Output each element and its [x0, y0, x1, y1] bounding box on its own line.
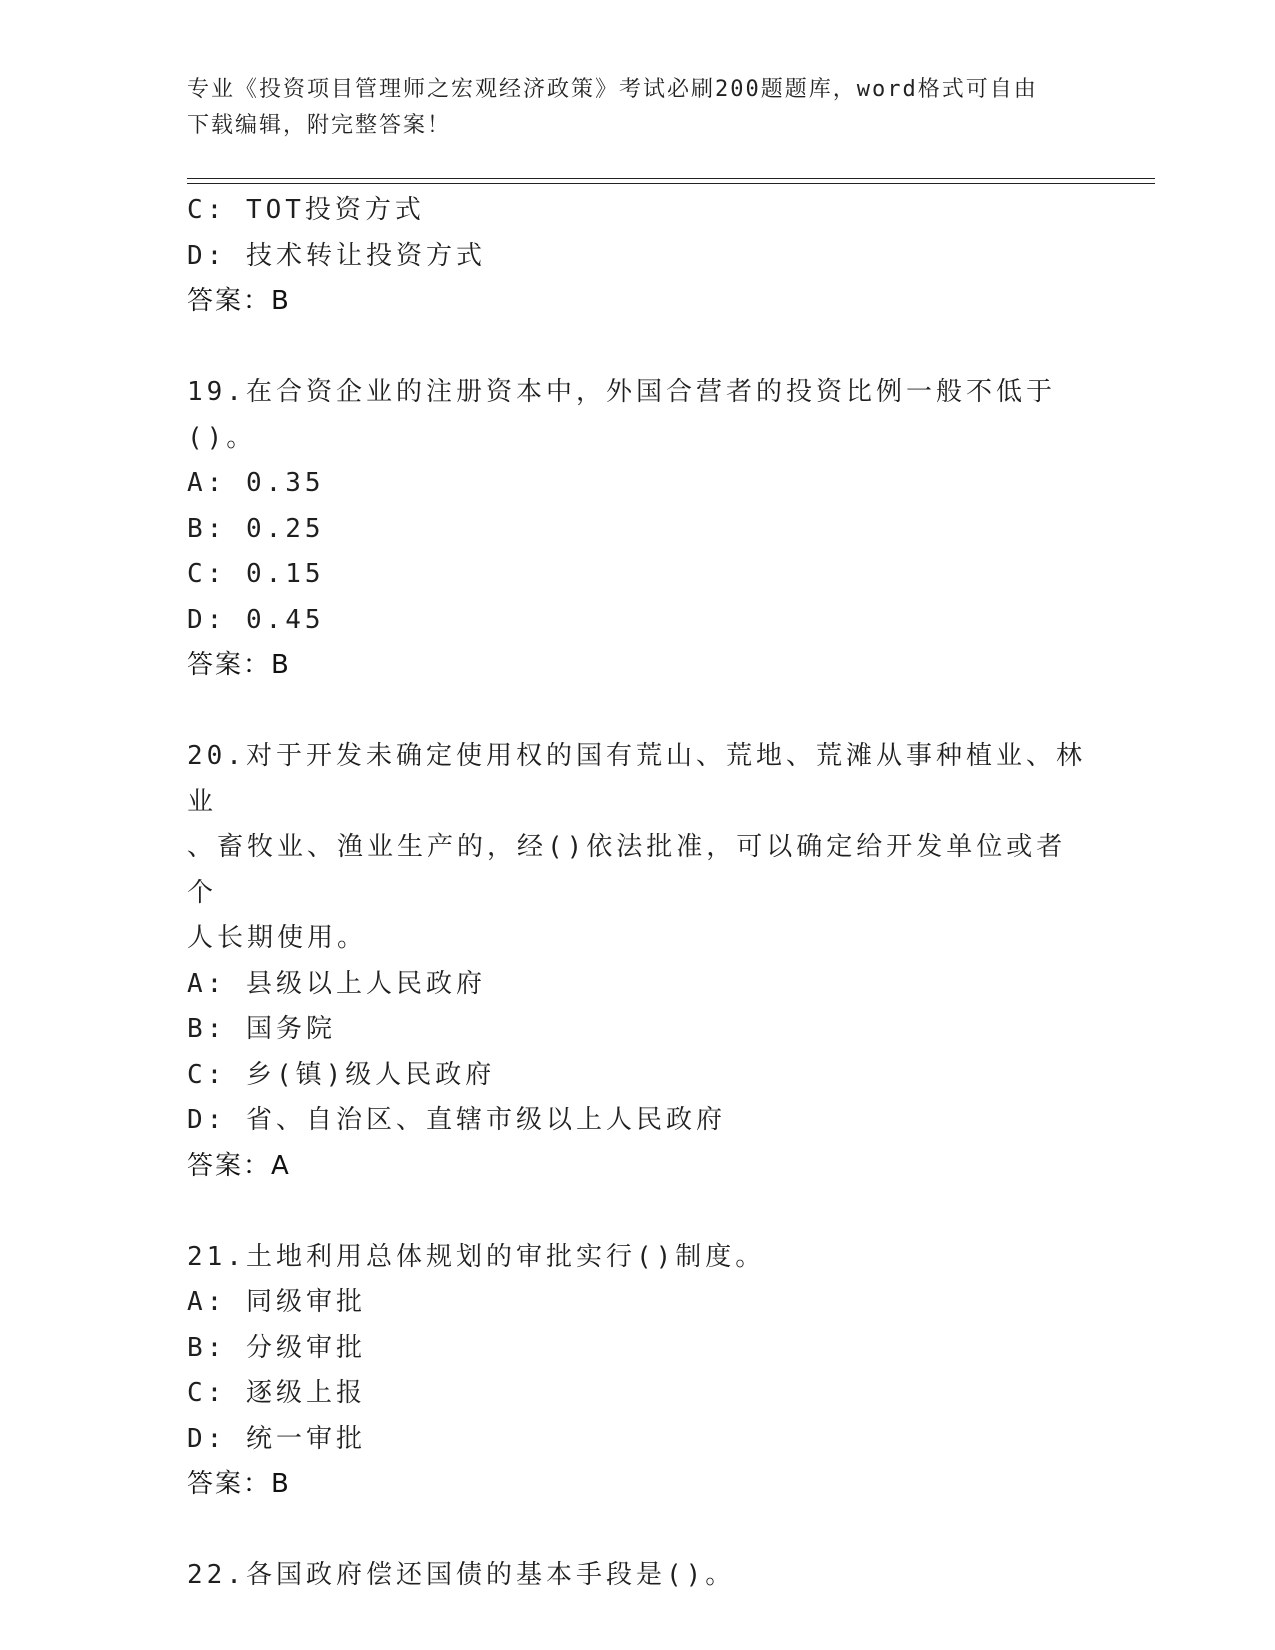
question-block	[187, 734, 1087, 1189]
question-stem: 22.各国政府偿还国债的基本手段是()。	[187, 1560, 736, 1590]
question-stem: 21.土地利用总体规划的审批实行()制度。	[187, 1241, 766, 1272]
option: D: 统一审批	[187, 1423, 366, 1454]
header-line: 专业《投资项目管理师之宏观经济政策》考试必刷200题题库，word格式可自由	[187, 77, 1038, 102]
header-divider	[187, 183, 1155, 184]
question-list	[187, 188, 1087, 1599]
header-line: 下载编辑，附完整答案！	[187, 113, 452, 138]
option: C: 乡(镇)级人民政府	[187, 1059, 496, 1090]
question-block	[187, 1553, 1087, 1599]
question-stem: 、畜牧业、渔业生产的，经()依法批准，可以确定给开发单位或者个	[187, 832, 1067, 908]
option: B: 国务院	[187, 1014, 336, 1044]
option: C: 0.15	[187, 559, 325, 589]
spacer	[187, 689, 1087, 735]
question-stem: 人长期使用。	[187, 923, 368, 953]
header-divider	[187, 178, 1155, 179]
question-block	[187, 370, 1087, 689]
spacer	[187, 1508, 1087, 1554]
answer: 答案：B	[187, 286, 291, 316]
answer: 答案：A	[187, 1150, 291, 1181]
question-stem: 19.在合资企业的注册资本中，外国合营者的投资比例一般不低于()。	[187, 377, 1056, 453]
option: C: 逐级上报	[187, 1378, 366, 1408]
option: B: 0.25	[187, 513, 325, 544]
spacer	[187, 1189, 1087, 1235]
option: A: 0.35	[187, 468, 325, 498]
option: D: 0.45	[187, 604, 325, 635]
document-header	[187, 72, 1087, 144]
option: D: 技术转让投资方式	[187, 240, 486, 271]
option: D: 省、自治区、直辖市级以上人民政府	[187, 1105, 726, 1135]
question-block	[187, 188, 1087, 325]
answer: 答案：B	[187, 650, 291, 680]
answer: 答案：B	[187, 1469, 291, 1499]
question-block	[187, 1235, 1087, 1508]
question-stem: 20.对于开发未确定使用权的国有荒山、荒地、荒滩从事种植业、林业	[187, 741, 1086, 817]
option: B: 分级审批	[187, 1332, 366, 1363]
option: A: 同级审批	[187, 1287, 366, 1317]
option: C: TOT投资方式	[187, 195, 425, 225]
spacer	[187, 325, 1087, 371]
option: A: 县级以上人民政府	[187, 968, 486, 999]
